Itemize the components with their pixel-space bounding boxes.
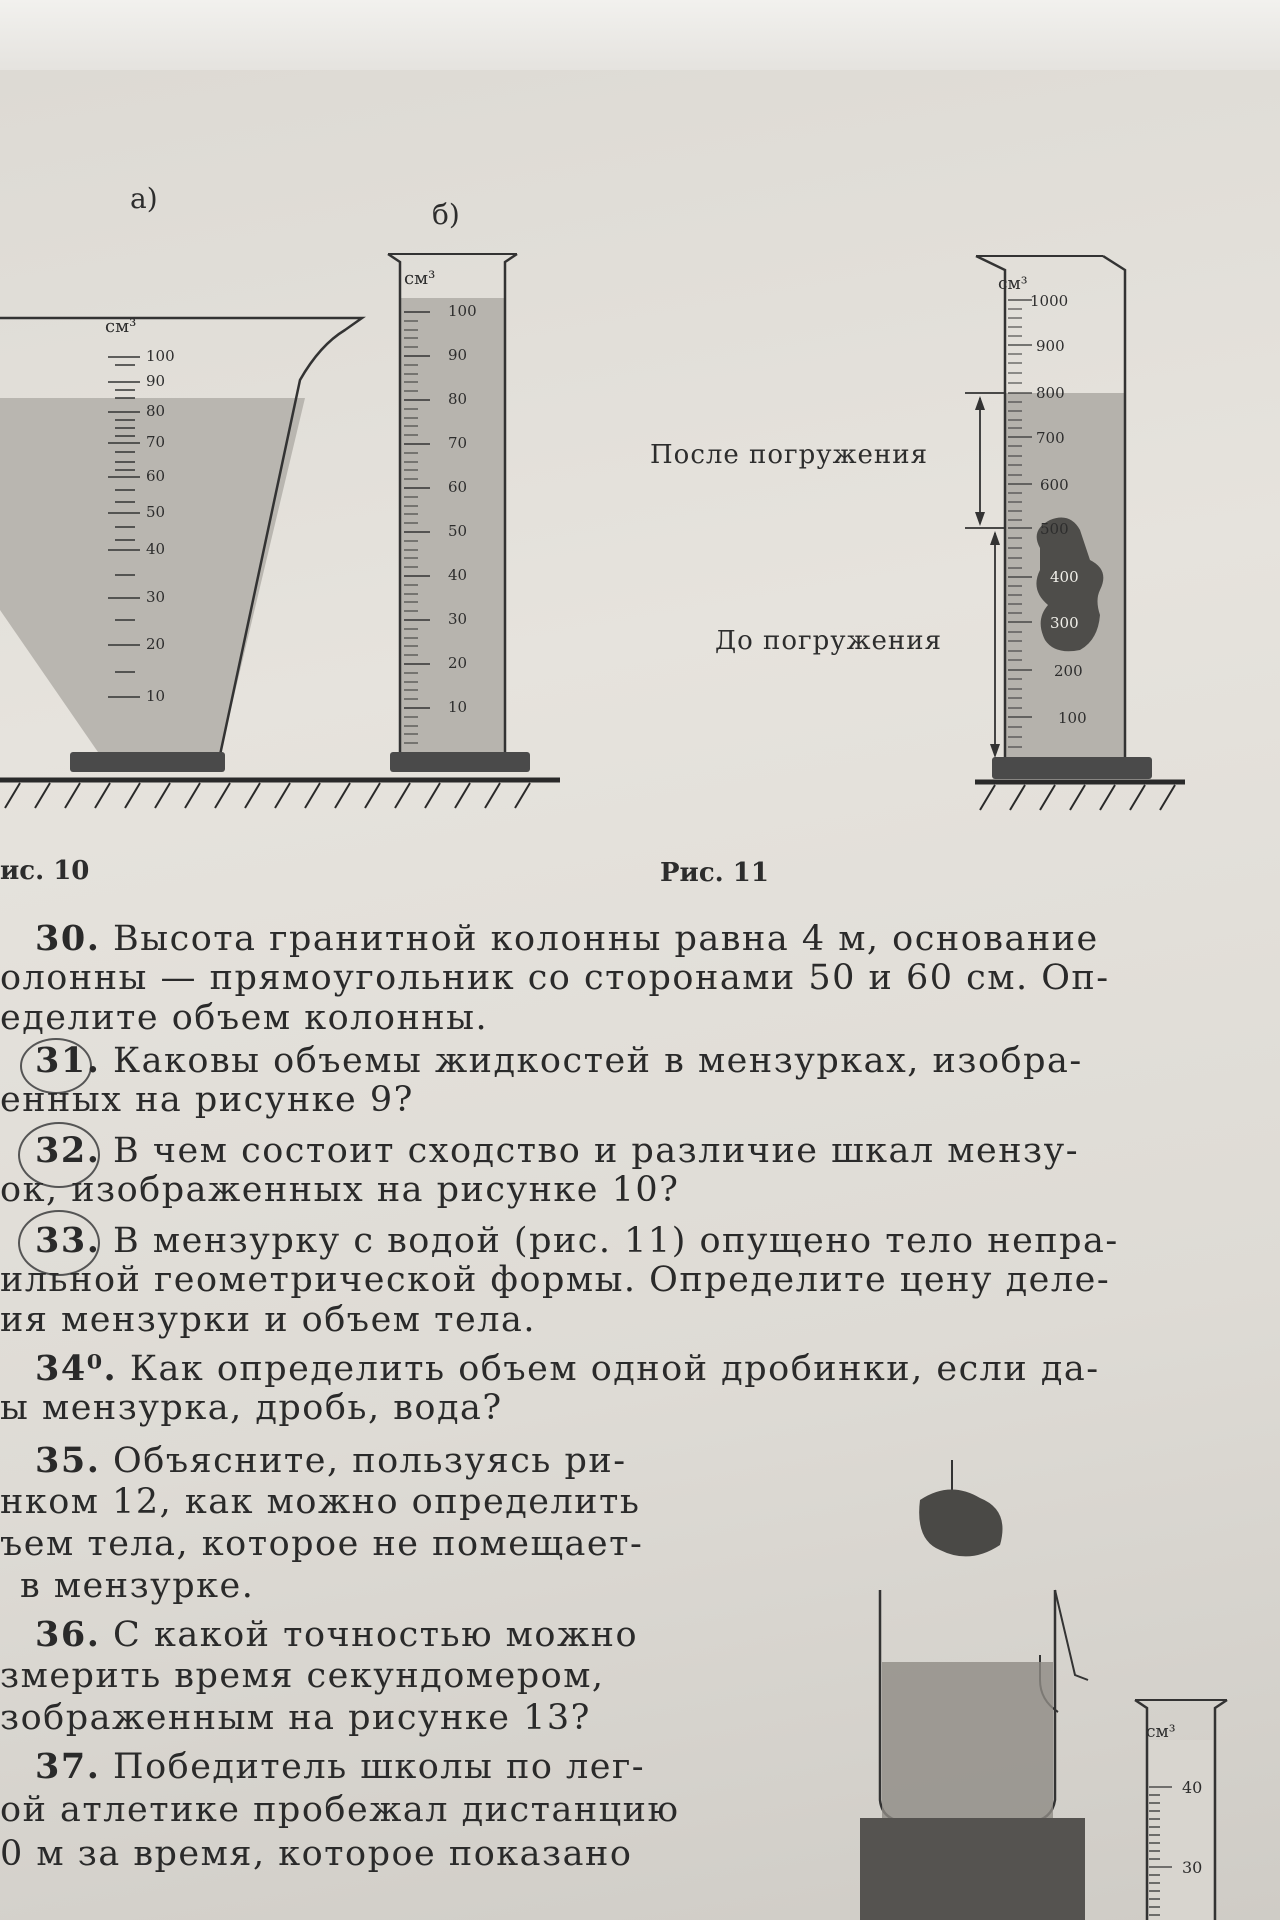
problem-35-line4: в мензурке. xyxy=(20,1566,255,1606)
beaker-tick-label: 80 xyxy=(146,402,166,420)
beaker-tick-label: 50 xyxy=(146,503,166,521)
overflow-vessel-illustration xyxy=(860,1440,1280,1920)
fig11-label-after: После погружения xyxy=(650,440,928,470)
cylinder-tick-label: 40 xyxy=(448,566,468,584)
fig11-tick-label: 200 xyxy=(1054,662,1083,680)
beaker-tick-label: 30 xyxy=(146,588,166,606)
problem-37-line2: ой атлетике пробежал дистанцию xyxy=(0,1790,680,1830)
fig-bottom-tick-label: 30 xyxy=(1182,1858,1203,1877)
fig-bottom-tick-label: 40 xyxy=(1182,1778,1203,1797)
problem-30-line2: олонны — прямоугольник со сторонами 50 и 60 см. Оп- xyxy=(0,958,1110,998)
problem-33-line1 xyxy=(35,1220,1119,1261)
problem-text: Высота гранитной колонны равна 4 м, основание xyxy=(113,919,1099,959)
fig11-tick-label: 400 xyxy=(1050,568,1079,586)
problem-34-line1 xyxy=(35,1348,1100,1389)
problem-37-line1 xyxy=(35,1746,645,1787)
problem-text: Объясните, пользуясь ри- xyxy=(113,1441,627,1481)
problem-32-line2: ок, изображенных на рисунке 10? xyxy=(0,1170,680,1210)
problem-32-line1 xyxy=(35,1130,1079,1171)
problem-number: 31. xyxy=(35,1040,101,1081)
problem-35-line2: нком 12, как можно определить xyxy=(0,1482,641,1522)
problem-30-line3: еделите объем колонны. xyxy=(0,998,489,1038)
beaker-a xyxy=(0,318,362,772)
fig11-tick-label: 300 xyxy=(1050,614,1079,632)
problem-number: 33. xyxy=(35,1220,101,1261)
problem-36-line2: змерить время секундомером, xyxy=(0,1656,605,1696)
problem-text: В мензурку с водой (рис. 11) опущено тело непра- xyxy=(113,1221,1119,1261)
ground-fig10 xyxy=(0,780,560,808)
cylinder-tick-label: 70 xyxy=(448,434,468,452)
beaker-tick-label: 100 xyxy=(146,347,175,365)
problem-33-line2: ильной геометрической формы. Определите цену деле- xyxy=(0,1260,1111,1300)
problem-34-line2: ы мензурка, дробь, вода? xyxy=(0,1388,503,1428)
beaker-tick-label: 90 xyxy=(146,372,166,390)
fig10-part-b-label: б) xyxy=(432,198,460,231)
fig11-tick-label: 900 xyxy=(1036,337,1065,355)
problem-text: Как определить объем одной дробинки, если да- xyxy=(129,1349,1100,1389)
fig11-tick-label: 1000 xyxy=(1030,292,1069,310)
problem-text: Каковы объемы жидкостей в мензурках, изобра- xyxy=(113,1041,1083,1081)
fig10-part-a-label: а) xyxy=(130,182,158,215)
cylinder-tick-label: 90 xyxy=(448,346,468,364)
problem-37-line3: 0 м за время, которое показано xyxy=(0,1834,633,1874)
beaker-tick-label: 40 xyxy=(146,540,166,558)
problem-36-line3: зображенным на рисунке 13? xyxy=(0,1698,591,1738)
problem-35-line1 xyxy=(35,1440,627,1481)
figures-illustration xyxy=(0,0,1280,900)
fig11-tick-label: 700 xyxy=(1036,429,1065,447)
fig11-unit: см³ xyxy=(998,274,1028,294)
cylinder-tick-label: 10 xyxy=(448,698,468,716)
problem-number: 32. xyxy=(35,1130,101,1171)
cylinder-tick-label: 60 xyxy=(448,478,468,496)
problem-36-line1 xyxy=(35,1614,638,1655)
beaker-tick-label: 10 xyxy=(146,687,166,705)
fig-bottom-unit: см³ xyxy=(1146,1722,1176,1742)
problem-31-line1 xyxy=(35,1040,1083,1081)
problem-number: 34⁰. xyxy=(35,1348,118,1389)
cylinder-tick-label: 50 xyxy=(448,522,468,540)
problem-35-line3: ъем тела, которое не помещает- xyxy=(0,1524,644,1564)
problem-number: 37. xyxy=(35,1746,101,1787)
cylinder-tick-label: 80 xyxy=(448,390,468,408)
problem-text: В чем состоит сходство и различие шкал мензу- xyxy=(113,1131,1080,1171)
problem-text: Победитель школы по лег- xyxy=(113,1747,646,1787)
cylinder-tick-label: 20 xyxy=(448,654,468,672)
cylinder-tick-label: 100 xyxy=(448,302,477,320)
problem-30-line1 xyxy=(35,918,1099,959)
fig11-tick-label: 600 xyxy=(1040,476,1069,494)
problem-number: 30. xyxy=(35,918,101,959)
problem-31-line2: енных на рисунке 9? xyxy=(0,1080,414,1120)
fig11-caption: Рис. 11 xyxy=(660,858,769,888)
fig11-label-before: До погружения xyxy=(715,626,942,656)
fig11-tick-label: 500 xyxy=(1040,520,1069,538)
ground-fig11 xyxy=(975,782,1185,810)
fig10-caption: ис. 10 xyxy=(0,856,90,886)
fig10-cylinder-unit: см³ xyxy=(404,268,436,289)
cylinder-b xyxy=(388,254,530,772)
beaker-tick-label: 20 xyxy=(146,635,166,653)
problem-number: 35. xyxy=(35,1440,101,1481)
fig11-tick-label: 800 xyxy=(1036,384,1065,402)
fig10-beaker-unit: см³ xyxy=(105,316,137,337)
beaker-tick-label: 70 xyxy=(146,433,166,451)
cylinder-tick-label: 30 xyxy=(448,610,468,628)
cylinder-fig11 xyxy=(965,256,1152,779)
problem-number: 36. xyxy=(35,1614,101,1655)
problem-text: С какой точностью можно xyxy=(113,1615,639,1655)
fig11-tick-label: 100 xyxy=(1058,709,1087,727)
problem-33-line3: ия мензурки и объем тела. xyxy=(0,1300,536,1340)
beaker-tick-label: 60 xyxy=(146,467,166,485)
